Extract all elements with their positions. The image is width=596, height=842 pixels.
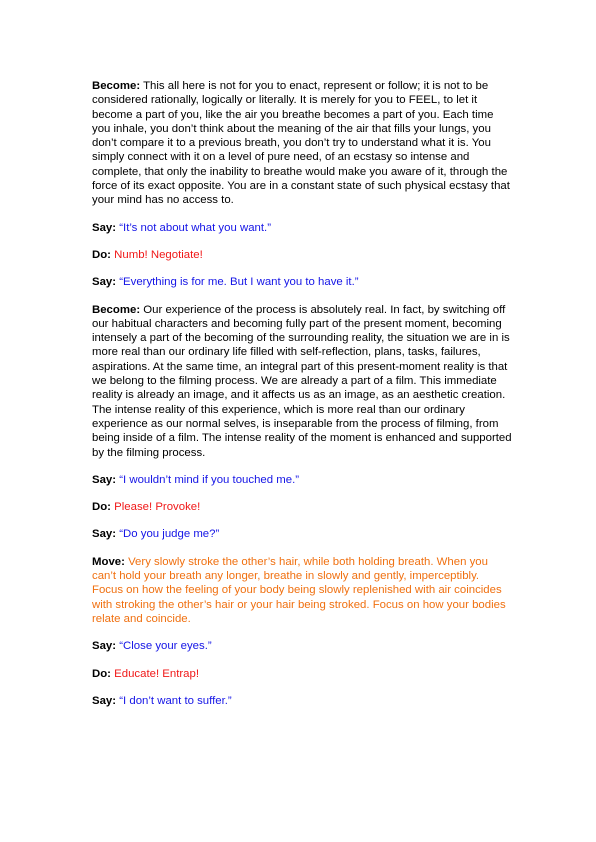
say-label: Say: (92, 640, 117, 653)
say-label: Say: (92, 528, 117, 541)
say-block (92, 275, 512, 289)
do-block (92, 500, 512, 514)
say-label: Say: (92, 221, 117, 234)
become-block (92, 303, 512, 460)
say-block (92, 639, 512, 653)
do-label: Do: (92, 501, 111, 514)
become-block (92, 79, 512, 208)
say-text: “Do you judge me?” (119, 528, 220, 541)
move-block (92, 555, 512, 626)
do-text: Numb! Negotiate! (114, 248, 203, 261)
say-block (92, 694, 512, 708)
say-label: Say: (92, 473, 117, 486)
become-text: This all here is not for you to enact, represent or follow; it is not to be considered rationally, logically or literally. It is merely for you to FEEL, to let it become a part of you, like the air you breathe becomes a part of you. Each time you inhale, you don’t think about the meaning of the air that fills your lungs, you don’t compare it to a previous breath, you don’t try to understand what it is. You simply connect with it on a level of pure need, of an ecstasy so intense and complete, that only the inability to breathe would make you aware of it, through the force of its exact opposite. You are in a constant state of such physical ecstasy that your mind has no access to. (92, 80, 510, 207)
become-label: Become: (92, 80, 141, 92)
do-label: Do: (92, 248, 111, 261)
say-block (92, 527, 512, 541)
say-text: “Everything is for me. But I want you to have it.” (119, 276, 359, 289)
move-label: Move: (92, 555, 125, 568)
say-block (92, 473, 512, 487)
say-label: Say: (92, 276, 117, 289)
say-text: “It’s not about what you want.” (119, 221, 271, 234)
do-text: Please! Provoke! (114, 501, 201, 514)
say-text: “I don’t want to suffer.” (119, 694, 232, 707)
say-text: “I wouldn’t mind if you touched me.” (119, 473, 300, 486)
move-text: Very slowly stroke the other’s hair, while both holding breath. When you can’t hold your breath any longer, breathe in slowly and gently, imperceptibly. Focus on how the feeling of your body being slowly replenished with air coincides with stroking the other’s hair or your hair being stroked. Focus on how your bodies relate and coincide. (92, 555, 506, 625)
do-text: Educate! Entrap! (114, 667, 200, 680)
do-block (92, 248, 512, 262)
do-block (92, 667, 512, 681)
say-label: Say: (92, 694, 117, 707)
become-text: Our experience of the process is absolutely real. In fact, by switching off our habitual characters and becoming fully part of the present moment, becoming intensely a part of the becoming of the surrounding reality, the situation we are in is more real than our ordinary life filled with self-reflection, plans, tasks, failures, aspirations. At the same time, an integral part of this present-moment reality is that we belong to the filming process. We are already a part of a film. This immediate reality is already an image, and it affects us as an image, as an aesthetic creation. The intense reality of this experience, which is more real than our ordinary experience as our normal selves, is inseparable from the process of filming, from being inside of a film. The intense reality of the moment is enhanced and supported by the filming process. (92, 303, 512, 459)
say-block (92, 221, 512, 235)
say-text: “Close your eyes.” (119, 640, 212, 653)
become-label: Become: (92, 303, 141, 316)
do-label: Do: (92, 667, 111, 680)
script-body (92, 79, 512, 721)
